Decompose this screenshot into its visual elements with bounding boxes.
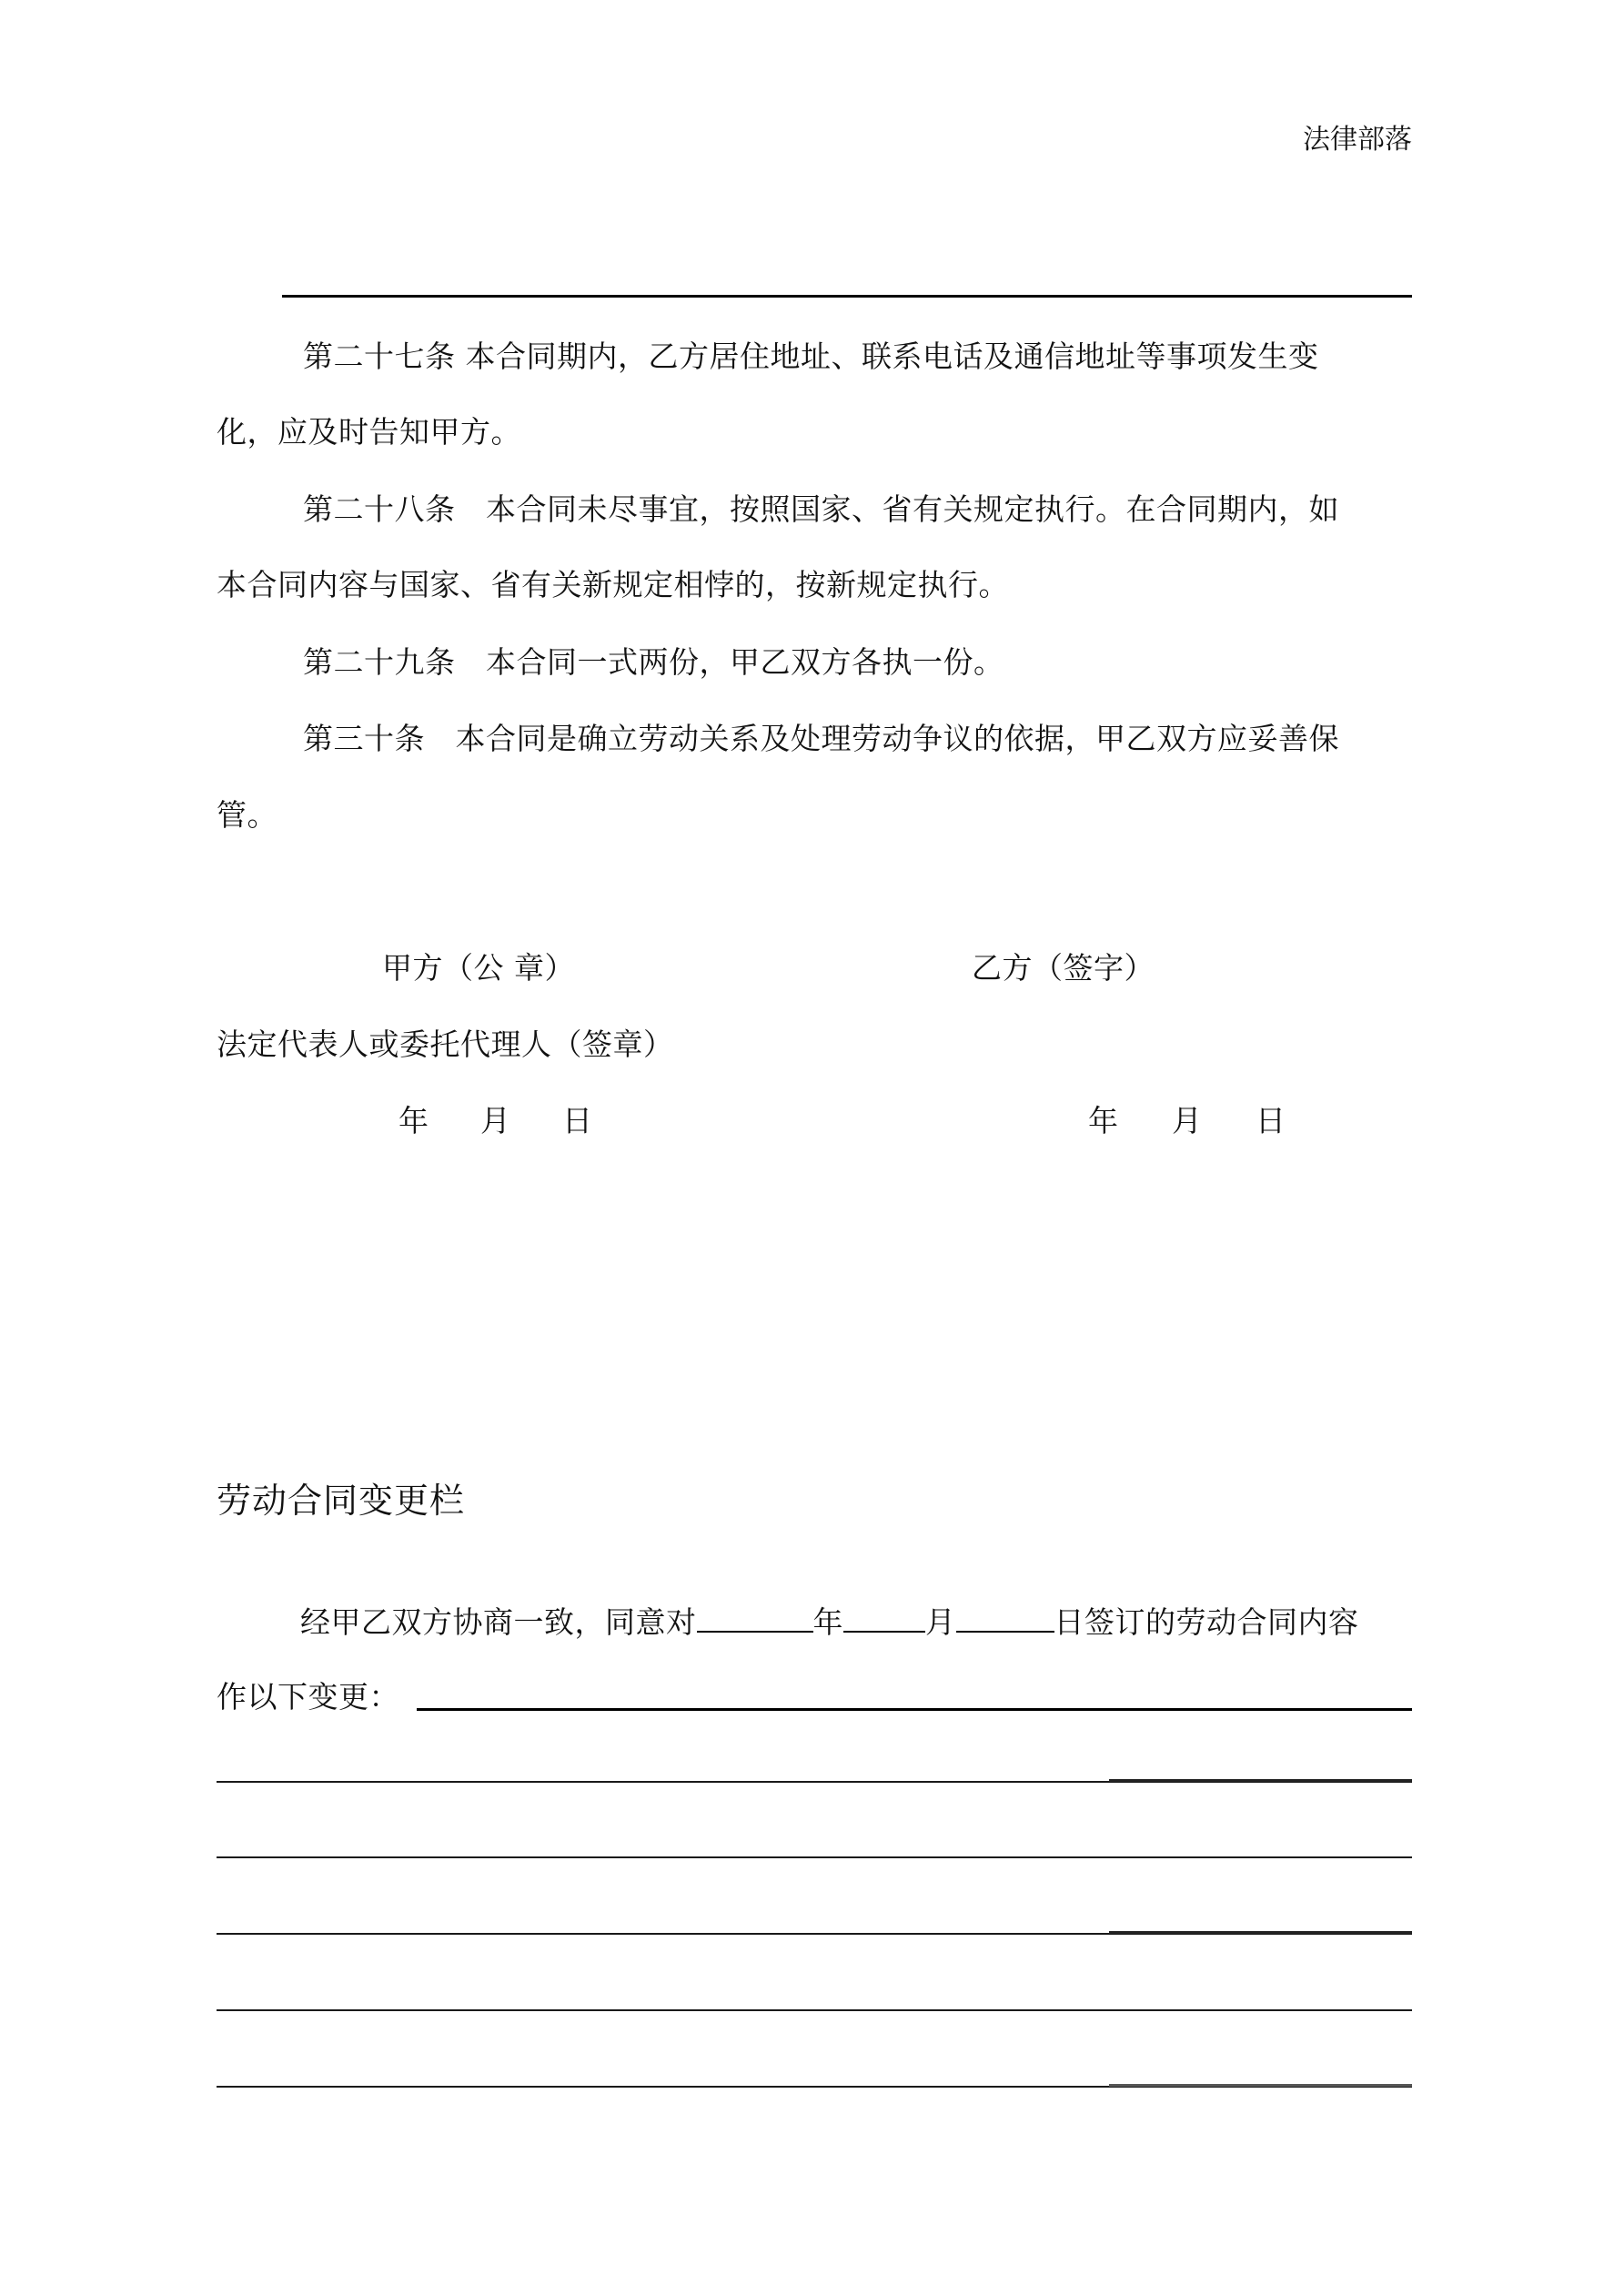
- date-a-month: 月: [480, 1103, 511, 1138]
- change-year-field[interactable]: [697, 1603, 813, 1633]
- article-30-line2: 管。: [217, 797, 277, 833]
- date-b-year: 年: [1088, 1103, 1119, 1138]
- article-27-line2: 化，应及时告知甲方。: [217, 414, 521, 450]
- date-b-month: 月: [1172, 1103, 1203, 1138]
- change-details-line2-segment: [1109, 1779, 1412, 1782]
- change-month-label: 月: [925, 1604, 956, 1640]
- header-brand: 法律部落: [1303, 124, 1412, 156]
- article-30-line1: 第三十条 本合同是确立劳动关系及处理劳动争议的依据，甲乙双方应妥善保: [303, 721, 1339, 756]
- party-a-seal-label: 甲方（公 章）: [382, 950, 575, 986]
- change-day-suffix: 日签订的劳动合同内容: [1054, 1604, 1359, 1640]
- change-year-label: 年: [812, 1604, 843, 1640]
- article-27-line1: 第二十七条 本合同期内，乙方居住地址、联系电话及通信地址等事项发生变: [303, 339, 1319, 374]
- change-details-line4-segment: [1109, 1931, 1412, 1934]
- article-28-line1: 第二十八条 本合同未尽事宜，按照国家、省有关规定执行。在合同期内，如: [303, 491, 1339, 527]
- change-intro-prefix: 经甲乙双方协商一致，同意对: [300, 1604, 697, 1640]
- article-29-line1: 第二十九条 本合同一式两份，甲乙双方各执一份。: [303, 644, 1004, 680]
- date-b-day: 日: [1256, 1103, 1286, 1138]
- change-details-line6-segment: [1109, 2084, 1412, 2087]
- representative-label: 法定代表人或委托代理人（签章）: [217, 1027, 674, 1062]
- change-details-field-line5[interactable]: [217, 2009, 1412, 2011]
- date-a-day: 日: [562, 1103, 593, 1138]
- change-details-label: 作以下变更：: [217, 1679, 399, 1714]
- change-details-field-line1[interactable]: [417, 1708, 1412, 1711]
- change-section-title: 劳动合同变更栏: [217, 1481, 466, 1521]
- change-month-field[interactable]: [843, 1603, 925, 1633]
- article-28-line2: 本合同内容与国家、省有关新规定相悖的，按新规定执行。: [217, 567, 1009, 602]
- header-divider: [282, 295, 1412, 298]
- change-details-field-line3[interactable]: [217, 1856, 1412, 1858]
- change-intro-line: [300, 1603, 1359, 1641]
- party-b-sign-label: 乙方（签字）: [972, 950, 1155, 986]
- change-day-field[interactable]: [956, 1603, 1054, 1633]
- date-a-year: 年: [398, 1103, 429, 1138]
